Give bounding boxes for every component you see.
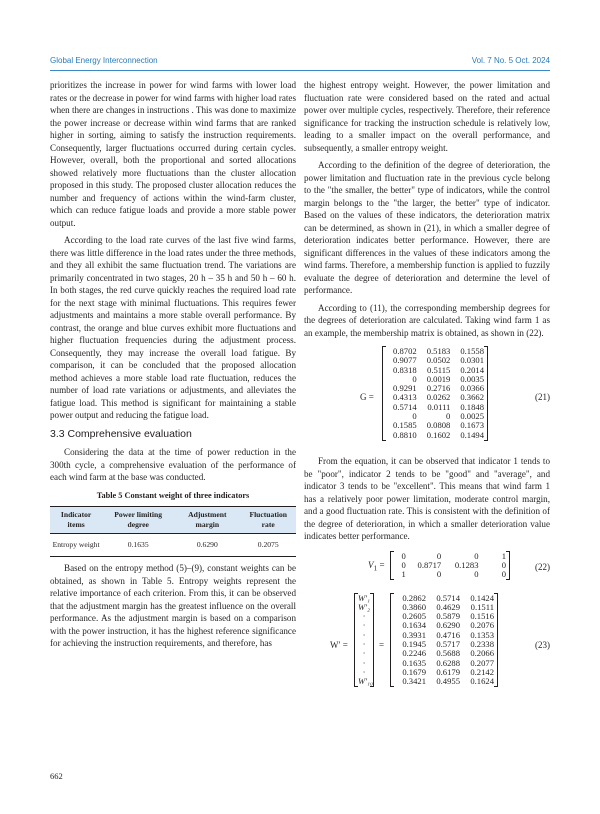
- matrix-row: [394, 570, 506, 579]
- matrix-cell: 0: [436, 569, 442, 580]
- paragraph: According to the definition of the degree of deterioration, the power limitation and fluctuation rate in the previous cycle belong to the "the smaller, the better" type of indicators, while the control margin belongs to the "the larger, the better" type of indicator. Based on the values of these indicators, the deterioration matrix can be determined, as shown in (21), in which a smaller degree of deterioration indicates better performance. However, there are significant differences in the values of these indicators among the wind farms. Therefore, a membership function is applied to fuzzily evaluate the degree of deterioration and determine the level of performance.: [304, 160, 550, 295]
- equation-equals: =: [377, 559, 385, 570]
- table-row: [50, 534, 296, 557]
- matrix-cell: 0.2605: [402, 611, 426, 622]
- matrix-cell: ·: [362, 666, 366, 677]
- matrix-cell: W′₁: [358, 592, 371, 603]
- matrix-cell: 0: [401, 559, 406, 570]
- table-cell: 0.2075: [257, 540, 279, 549]
- matrix-cell: 0.3860: [402, 601, 426, 612]
- matrix-cell: 0.5879: [436, 611, 460, 622]
- matrix-cell: 0.1624: [470, 676, 494, 687]
- matrix-cell: 0.2076: [470, 620, 494, 631]
- matrix-cell: 0.1635: [402, 657, 426, 668]
- matrix-cell: 0.8810: [393, 429, 417, 440]
- table-cell: 0.1635: [127, 540, 149, 549]
- matrix-cell: 0.0301: [460, 355, 484, 366]
- paragraph: the highest entropy weight. However, the power limitation and fluctuation rate were considered based on the rated and actual power over multiple cycles, respectively. Therefore, their reference significance for tracking the instruction schedule is relatively low, leading to a smaller impact on the overall performance, and subsequently, a smaller entropy weight.: [304, 80, 550, 153]
- matrix-cell: 0.1585: [393, 420, 417, 431]
- matrix-cell: 0.2862: [402, 592, 426, 603]
- matrix-cell: 0: [401, 550, 406, 561]
- matrix-cell: 0.0502: [426, 355, 451, 366]
- matrix-cell: 0.1679: [402, 666, 426, 677]
- matrix-cell: 1: [401, 569, 406, 580]
- matrix-cell: 0: [446, 411, 451, 422]
- matrix-cell: 0.2077: [470, 657, 494, 668]
- equation-symbol: V: [368, 559, 374, 570]
- page-number: 662: [50, 771, 63, 781]
- matrix-cell: 0.1848: [460, 401, 484, 412]
- matrix-cell: 0.0366: [460, 383, 484, 394]
- paragraph: Considering the data at the time of power reduction in the 300th cycle, a comprehensive evaluation of the performance of each wind farm at the base was conducted.: [50, 447, 296, 482]
- right-column: [304, 79, 550, 705]
- matrix-cell: 0.0262: [426, 392, 451, 403]
- matrix-row: [358, 676, 374, 687]
- matrix-cell: 0.2338: [470, 638, 494, 649]
- section-title: 3.3 Comprehensive evaluation: [50, 427, 192, 440]
- matrix-cell: 0.5714: [393, 401, 417, 412]
- table-cell: 0.6290: [196, 540, 218, 549]
- header-rule: [50, 70, 550, 71]
- matrix-cell: 0.1558: [460, 346, 484, 356]
- matrix-cell: 0.8717: [417, 559, 442, 570]
- paragraph: Based on the entropy method (5)–(9), constant weights can be obtained, as shown in Table 5. Entropy weights represent the relative importance of each criterion. From this, it can be observed that the adjustment margin has the greatest influence on the overall performance. As the adjustment margin is based on a comparison with the power instruction, it has the highest reference significance for achieving the instruction requirements, and therefore, has: [50, 563, 296, 648]
- matrix-cell: ·: [362, 611, 366, 622]
- matrix-cell: 0: [412, 373, 417, 384]
- journal-name: Global Energy Interconnection: [50, 56, 158, 65]
- equation-lhs: G =: [360, 391, 374, 402]
- matrix-cell: 0.0019: [426, 373, 451, 384]
- equation-21: [304, 345, 550, 449]
- matrix-cell: ·: [362, 629, 366, 640]
- matrix-cell: 0.3662: [460, 392, 484, 403]
- matrix-cell: 0.4629: [436, 601, 460, 612]
- equation-22: [304, 549, 550, 585]
- matrix-cell: 0.4313: [393, 392, 417, 403]
- equation-lhs: W′ =: [330, 639, 348, 650]
- matrix-cell: 0.1511: [470, 601, 494, 612]
- matrix-row: [394, 677, 494, 686]
- matrix-cell: 0.5714: [436, 592, 460, 603]
- matrix-row: [394, 552, 506, 561]
- matrix-w: [390, 593, 498, 688]
- matrix-cell: 0.1283: [454, 559, 479, 570]
- matrix-w-vector: [354, 593, 374, 688]
- matrix-cell: 0.2142: [470, 666, 494, 677]
- table-header-row: [50, 507, 296, 534]
- table-caption: Table 5 Constant weight of three indicators: [96, 490, 250, 500]
- matrix-cell: 0.2014: [460, 364, 484, 375]
- matrix-cell: 0: [412, 411, 417, 422]
- matrix-cell: 0.1634: [402, 620, 426, 631]
- matrix-cell: 0.6288: [436, 657, 460, 668]
- matrix-cell: 0.5688: [436, 648, 460, 659]
- equation-23: [304, 591, 550, 699]
- table-header-cell: Power limiting degree: [102, 507, 174, 534]
- paragraph: According to the load rate curves of the last five wind farms, there was little difference in the load rates under the three methods, and they all exhibit the same fluctuation trend. The variations are primarily concentrated in two stages, 20 h – 35 h and 50 h – 60 h. In both stages, the red curve quickly reaches the required load rate for the next stage with minimal fluctuations. This requires fewer adjustments and maintains a more stable overall performance. By contrast, the orange and blue curves exhibit more fluctuations and higher fluctuation frequencies during the adjustment process. Consequently, they may increase the overall load fatigue. By comparison, it can be concluded that the proposed allocation method achieves a more stable load rate fluctuation, reduces the number of load rate variations or adjustments, and alleviates the fatigue load. This method is significant for maintaining a stable power output and reducing the fatigue load.: [50, 235, 296, 420]
- matrix-cell: 0.0111: [427, 401, 451, 412]
- equation-lhs: [368, 558, 385, 574]
- matrix-row: [386, 431, 484, 440]
- matrix-cell: 0.5183: [426, 346, 451, 356]
- matrix-cell: 0.1602: [426, 429, 451, 440]
- equation-subscript: 1: [373, 563, 378, 573]
- matrix-cell: 0.1673: [460, 420, 484, 431]
- matrix-cell: 1: [501, 550, 507, 561]
- equation-number: (21): [535, 391, 550, 402]
- matrix-cell: 0.4955: [436, 676, 460, 687]
- matrix-cell: 0.1516: [470, 611, 494, 622]
- matrix-cell: 0.4716: [436, 629, 460, 640]
- matrix-cell: 0.1494: [460, 429, 484, 440]
- matrix-cell: W′₂: [358, 601, 371, 612]
- matrix-cell: 0.6179: [436, 666, 460, 677]
- table-header-cell: Adjustment margin: [174, 507, 240, 534]
- paragraph: prioritizes the increase in power for wind farms with lower load rates or the decrease in power for wind farms with higher load rates when there are changes in instructions . This was done to maximize the power increase or decrease within wind farms that are ranked higher in sorting, aiming to satisfy the instruction requirements. Consequently, larger fluctuations occurred during certain cycles. However, overall, both the proportional and sorted allocations showed relatively more fluctuations than the cluster allocation proposed in this study. The proposed cluster allocation reduces the number and frequency of actions within the wind-farm cluster, which can reduce fatigue loads and provide a more stable power output.: [50, 80, 296, 228]
- matrix-cell: 0.8702: [393, 346, 417, 356]
- matrix-cell: ·: [362, 648, 366, 659]
- table-header-cell: Fluctuation rate: [240, 507, 296, 534]
- matrix-cell: ·: [362, 657, 366, 668]
- equation-equals: =: [379, 639, 385, 650]
- paragraph: According to (11), the corresponding membership degrees for the degrees of deterioration are calculated. Taking wind farm 1 as an example, the membership matrix is obtained, as shown in (22).: [304, 302, 550, 338]
- matrix-cell: 0: [436, 550, 442, 561]
- table-header-cell: Indicator items: [50, 507, 102, 534]
- left-column: [50, 79, 296, 650]
- equation-number: (22): [535, 561, 550, 572]
- matrix-cell: W′₁₀: [358, 676, 374, 687]
- matrix-cell: 0.1424: [470, 592, 494, 603]
- matrix-cell: ·: [362, 638, 366, 649]
- matrix-cell: 0.1945: [402, 638, 426, 649]
- matrix-cell: 0: [474, 550, 479, 561]
- matrix-cell: 0.5115: [427, 364, 451, 375]
- matrix-cell: 0.5717: [436, 638, 460, 649]
- matrix-cell: 0: [501, 559, 507, 570]
- weights-table: [50, 506, 296, 557]
- matrix-cell: ·: [362, 620, 366, 631]
- matrix-cell: 0.8318: [393, 364, 417, 375]
- matrix-cell: 0.0035: [460, 373, 484, 384]
- matrix-g: [382, 346, 488, 441]
- matrix-cell: 0.9291: [393, 383, 417, 394]
- issue-info: Vol. 7 No. 5 Oct. 2024: [471, 56, 550, 65]
- running-header: [50, 56, 550, 66]
- matrix-v1: [390, 551, 510, 581]
- matrix-cell: 0.2716: [426, 383, 451, 394]
- matrix-cell: 0.0808: [426, 420, 451, 431]
- matrix-cell: 0.1353: [470, 629, 494, 640]
- matrix-cell: 0.3931: [402, 629, 426, 640]
- matrix-cell: 0: [474, 569, 479, 580]
- matrix-cell: 0.2246: [402, 648, 426, 659]
- matrix-cell: 0.2066: [470, 648, 494, 659]
- matrix-cell: 0.9077: [393, 355, 417, 366]
- equation-number: (23): [535, 639, 550, 650]
- matrix-cell: 0.0025: [460, 411, 484, 422]
- paragraph: From the equation, it can be observed that indicator 1 tends to be "poor", indicator 2 tends to be "good" and "average", and indicator 3 tends to be "excellent". This means that wind farm 1 has a relatively poor power limitation, moderate control margin, and a good fluctuation rate. This is consistent with the definition of the degree of deterioration, in which a smaller deterioration value indicates better performance.: [304, 456, 550, 541]
- matrix-row: [394, 561, 506, 570]
- table-row-label: Entropy weight: [52, 540, 100, 549]
- matrix-cell: 0.6290: [436, 620, 460, 631]
- matrix-cell: 0.3421: [402, 676, 426, 687]
- matrix-cell: 0: [501, 569, 507, 580]
